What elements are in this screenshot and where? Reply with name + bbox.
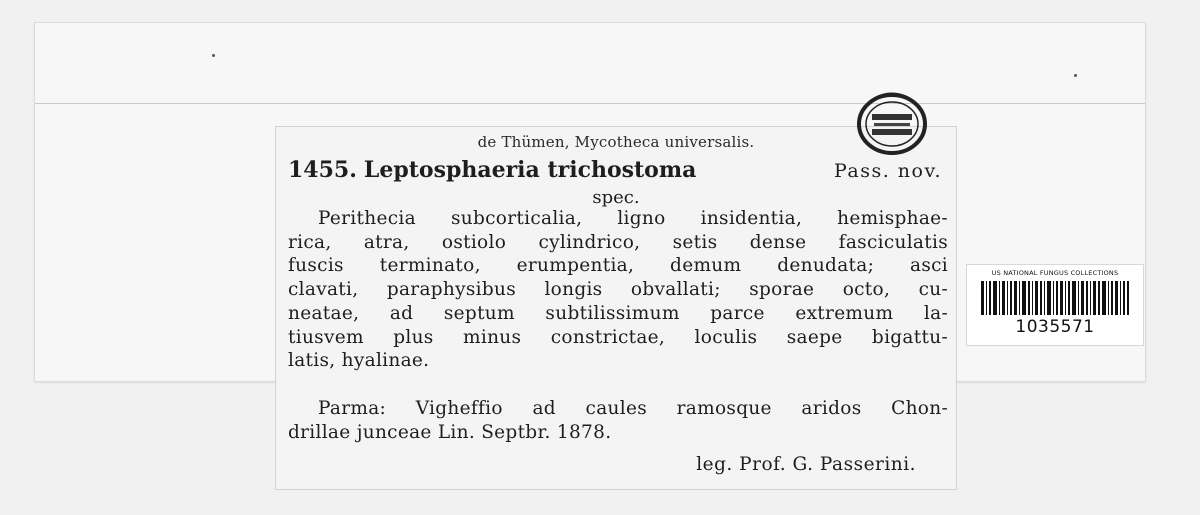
barcode-icon <box>981 281 1129 315</box>
paper-speck <box>1074 74 1077 77</box>
exsiccata-header: de Thümen, Mycotheca universalis. <box>477 133 755 151</box>
barcode-label <box>966 264 1144 346</box>
specimen-label <box>275 126 957 490</box>
barcode-number: 1035571 <box>1015 317 1095 337</box>
description-line: rica, atra, ostiolo cylindrico, setis dense fasciculatis <box>288 231 948 253</box>
collector: leg. Prof. G. Passerini. <box>696 454 916 475</box>
locality <box>288 397 948 444</box>
exsiccata-number: 1455. <box>288 157 357 183</box>
locality-line: drillae junceae Lin. Septbr. 1878. <box>288 421 612 443</box>
packet-fold-line <box>35 103 1145 104</box>
species-author: Pass. nov. <box>833 160 942 182</box>
herbarium-stamp-icon <box>856 90 928 156</box>
description-line: fuscis terminato, erumpentia, demum denudata; asci <box>288 255 948 277</box>
description-line: tiusvem plus minus constrictae, loculis saepe bigattu- <box>288 326 948 348</box>
paper-speck <box>212 54 215 57</box>
spec-note: spec. <box>592 187 640 208</box>
description-line: neatae, ad septum subtilissimum parce extremum la- <box>288 302 948 324</box>
description-line: Perithecia subcorticalia, ligno insidentia, hemisphae- <box>318 208 948 229</box>
locality-line: Parma: Vigheffio ad caules ramosque aridos Chon- <box>318 398 948 419</box>
description-line: latis, hyalinae. <box>288 350 430 372</box>
description <box>288 207 948 373</box>
species-title <box>288 157 942 183</box>
species-name: Leptosphaeria trichostoma <box>363 157 697 183</box>
description-line: clavati, paraphysibus longis obvallati; sporae octo, cu- <box>288 279 948 301</box>
barcode-institution: US NATIONAL FUNGUS COLLECTIONS <box>991 269 1119 277</box>
